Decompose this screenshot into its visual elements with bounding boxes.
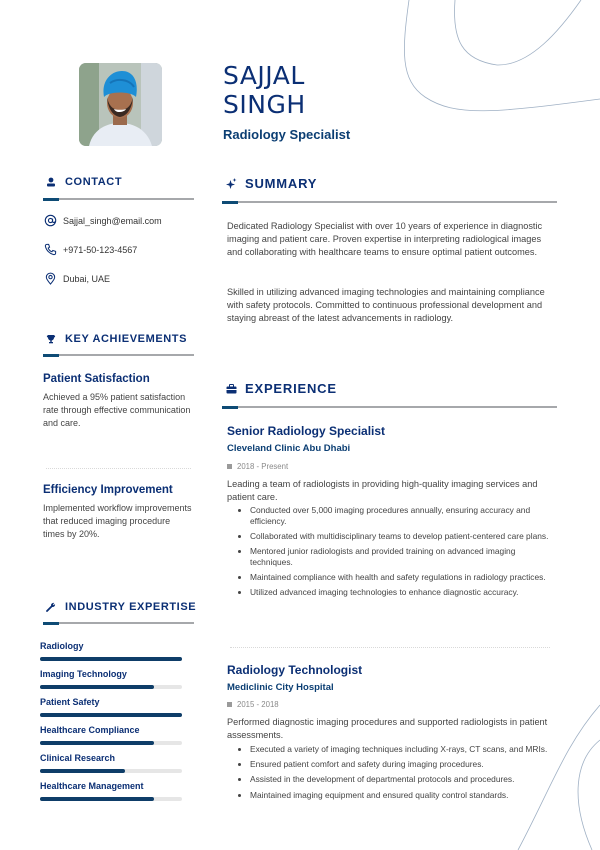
summary-paragraph: Skilled in utilizing advanced imaging technologies and maintaining compliance with safety protocols. Committed to continuous professional development and staying abreast of the latest advancements in radiology. — [227, 287, 545, 324]
expertise-heading-text: INDUSTRY EXPERTISE — [65, 601, 197, 613]
skill-level-bar — [40, 797, 182, 801]
contact-location: Dubai, UAE — [63, 273, 111, 284]
location-pin-icon — [44, 272, 57, 285]
achievement-separator — [46, 468, 191, 469]
job-dates-text: 2015 - 2018 — [237, 700, 279, 709]
skill-level-bar — [40, 685, 182, 689]
contact-heading-text: CONTACT — [65, 176, 123, 188]
skill-label: Healthcare Management — [40, 781, 144, 791]
skill-level-fill — [40, 657, 182, 661]
skill-label: Healthcare Compliance — [40, 725, 140, 735]
summary-heading — [225, 176, 317, 191]
contact-email[interactable]: Sajjal_singh@email.com — [63, 215, 162, 226]
skill-label: Patient Safety — [40, 697, 100, 707]
job-bullet: Maintained compliance with health and safety regulations in radiology practices. — [238, 572, 556, 583]
job-company: Mediclinic City Hospital — [227, 682, 334, 693]
contact-phone[interactable]: +971-50-123-4567 — [63, 244, 138, 255]
achievements-heading — [45, 333, 187, 345]
job-bullet: Conducted over 5,000 imaging procedures annually, ensuring accuracy and efficiency. — [238, 505, 556, 527]
skill-label: Clinical Research — [40, 753, 116, 763]
summary-paragraph: Dedicated Radiology Specialist with over 10 years of experience in diagnostic imaging and patient care. Proven expertise in interpreting radiological images and collaborating with healthcare teams to ensure optimal patient outcomes. — [227, 221, 543, 258]
skill-level-bar — [40, 657, 182, 661]
curve-top-inner — [454, 0, 581, 65]
job-description: Performed diagnostic imaging procedures and supported radiologists in patient assessments. — [227, 717, 548, 740]
job-title: Radiology Technologist — [227, 663, 363, 677]
phone-icon — [44, 243, 57, 256]
job-bullet: Executed a variety of imaging techniques including X-rays, CT scans, and MRIs. — [238, 744, 556, 755]
achievement-title: Efficiency Improvement — [43, 484, 173, 496]
job-separator — [230, 647, 550, 648]
expertise-divider — [43, 622, 194, 624]
skill-level-bar — [40, 741, 182, 745]
job-dates-text: 2018 - Present — [237, 462, 289, 471]
skill-level-fill — [40, 797, 154, 801]
job-bullets — [238, 505, 556, 603]
summary-heading-text: SUMMARY — [245, 176, 318, 191]
curve-bottom-inner — [578, 740, 600, 850]
achievements-divider — [43, 354, 194, 356]
experience-divider — [222, 406, 557, 408]
job-company: Cleveland Clinic Abu Dhabi — [227, 443, 351, 454]
curve-top-outer — [404, 0, 600, 111]
experience-heading — [225, 381, 337, 396]
sparkle-icon — [225, 178, 237, 190]
at-icon — [44, 214, 57, 227]
contact-location-row — [44, 272, 110, 285]
contact-heading — [45, 176, 122, 188]
achievement-description: Implemented workflow improvements that reduced imaging procedure times by 20%. — [43, 503, 192, 539]
expertise-heading — [45, 601, 196, 613]
job-dates — [227, 700, 279, 709]
job-dates — [227, 462, 288, 471]
job-title: Senior Radiology Specialist — [227, 424, 386, 438]
achievement-title: Patient Satisfaction — [43, 373, 150, 385]
job-bullet: Utilized advanced imaging technologies to enhance diagnostic accuracy. — [238, 587, 556, 598]
summary-divider — [222, 201, 557, 203]
candidate-name — [223, 61, 306, 119]
wrench-icon — [45, 601, 57, 613]
job-bullet: Assisted in the development of departmental protocols and procedures. — [238, 774, 556, 785]
contact-divider — [43, 198, 194, 200]
job-bullets — [238, 744, 556, 805]
achievements-heading-text: KEY ACHIEVEMENTS — [65, 333, 188, 345]
last-name: SINGH — [223, 90, 306, 119]
job-bullet: Collaborated with multidisciplinary teams to develop patient-centered care plans. — [238, 531, 556, 542]
calendar-icon — [227, 464, 232, 469]
contact-email-row[interactable] — [44, 214, 162, 227]
skill-level-fill — [40, 685, 154, 689]
skill-level-fill — [40, 713, 182, 717]
experience-heading-text: EXPERIENCE — [245, 381, 337, 396]
contact-phone-row[interactable] — [44, 243, 137, 256]
skill-level-fill — [40, 741, 154, 745]
skill-level-bar — [40, 769, 182, 773]
skill-level-fill — [40, 769, 125, 773]
first-name: SAJJAL — [223, 61, 305, 90]
profile-photo — [79, 63, 162, 146]
trophy-icon — [45, 333, 57, 345]
user-icon — [45, 176, 57, 188]
briefcase-icon — [225, 383, 237, 395]
job-description: Leading a team of radiologists in providing high-quality imaging services and patient care. — [227, 479, 538, 502]
skill-label: Imaging Technology — [40, 669, 127, 679]
skill-label: Radiology — [40, 641, 84, 651]
job-title-header: Radiology Specialist — [223, 127, 351, 142]
achievement-description: Achieved a 95% patient satisfaction rate through effective communication and care. — [43, 392, 191, 428]
job-bullet: Mentored junior radiologists and provided training on advanced imaging techniques. — [238, 546, 556, 568]
skill-level-bar — [40, 713, 182, 717]
calendar-icon — [227, 702, 232, 707]
job-bullet: Maintained imaging equipment and ensured quality control standards. — [238, 790, 556, 801]
person-photo-illustration — [79, 63, 162, 146]
job-bullet: Ensured patient comfort and safety during imaging procedures. — [238, 759, 556, 770]
